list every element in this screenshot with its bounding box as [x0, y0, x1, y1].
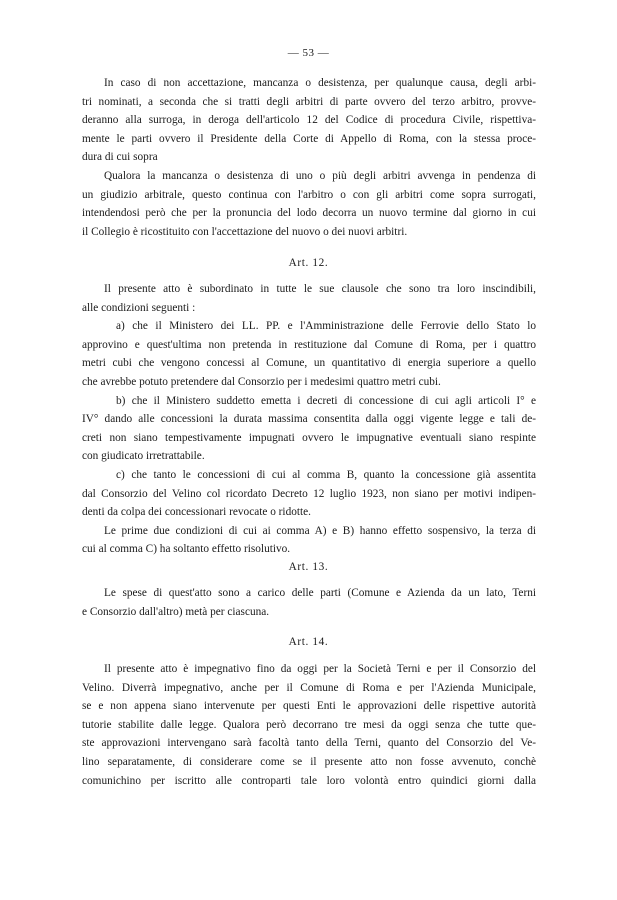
article-14-heading: Art. 14. [288, 636, 329, 648]
text-line: dura di cui sopra [82, 151, 158, 164]
text-line: approvino e quest'ultima non pretenda in restituzione dal Comune di Roma, per i quattro [82, 338, 536, 351]
article-13-body [82, 584, 536, 621]
text-line: Il presente atto è impegnativo fino da oggi per la Società Terni e per il Consorzio del [104, 663, 536, 675]
text-line: alle condizioni seguenti : [82, 301, 196, 314]
article-12-body [82, 280, 536, 559]
text-line: cui al comma C) ha soltanto effetto risolutivo. [82, 543, 291, 556]
text-line: In caso di non accettazione, mancanza o desistenza, per qualunque causa, degli arbi- [104, 77, 536, 89]
text-line: Le spese di quest'atto sono a carico delle parti (Comune e Azienda da un lato, Terni [104, 587, 536, 599]
text-line: mente le parti ovvero il Presidente della Corte di Appello di Roma, con la stessa proce- [82, 132, 536, 145]
article-13-heading: Art. 13. [288, 561, 329, 573]
text-line: un giudizio arbitrale, questo continua con l'arbitro o con gli arbitri come sopra surrogati, [82, 188, 536, 201]
text-line: lino separatamente, di considerare come se il presente atto non fosse avvenuto, conchè [82, 755, 536, 768]
text-line: metri cubi che vengono concessi al Comune, un quantitativo di energia superiore a quello [82, 357, 536, 370]
article-14-body [82, 660, 536, 790]
text-line: deranno alla surroga, in deroga dell'articolo 12 del Codice di procedura Civile, rispettiva- [82, 114, 536, 127]
text-line: tri nominati, a seconda che si tratti degli arbitri di parte ovvero del terzo arbitro, provve- [82, 95, 536, 108]
text-line: dal Consorzio del Velino col ricordato Decreto 12 luglio 1923, non siano per motivi indipen- [82, 487, 536, 500]
text-line: a) che il Ministero dei LL. PP. e l'Amministrazione delle Ferrovie dello Stato lo [116, 320, 536, 333]
text-line: denti da colpa dei concessionari revocate o ridotte. [82, 506, 311, 519]
text-line: e Consorzio dall'altro) metà per ciascuna. [82, 605, 270, 618]
text-line: Il presente atto è subordinato in tutte le sue clausole che sono tra loro inscindibili, [104, 283, 536, 295]
article-12-heading: Art. 12. [288, 257, 329, 269]
text-line: ste approvazioni intervengano sarà facoltà tanto della Terni, quanto del Consorzio del Ve- [82, 737, 536, 750]
text-line: Qualora la mancanza o desistenza di uno o più degli arbitri avvenga in pendenza di [104, 170, 536, 182]
text-line: con giudicato irretrattabile. [82, 450, 205, 463]
text-line: IV° dando alle concessioni la durata massima consentita dalla oggi vigente legge e tali de- [82, 413, 536, 426]
text-line: c) che tanto le concessioni di cui al comma B, quanto la concessione già assentita [116, 468, 536, 481]
text-line: b) che il Ministero suddetto emetta i decreti di concessione di cui agli articoli I° e [116, 394, 536, 407]
text-line: tutorie stabilite dalle legge. Qualora però decorrano tre mesi da oggi senza che tutte que- [82, 718, 536, 731]
text-line: che avrebbe potuto pretendere dal Consorzio per i medesimi quattro metri cubi. [82, 375, 441, 388]
text-line: Le prime due condizioni di cui ai comma A) e B) hanno effetto sospensivo, la terza di [104, 524, 536, 537]
paragraph-pending-arbitration [82, 167, 536, 241]
text-line: se e non appena siano intervenute per questi Enti le approvazioni delle rispettive autorità [82, 700, 536, 713]
page-number: — 53 — [287, 47, 330, 59]
text-line: creti non siano tempestivamente impugnati ovvero le impugnative eventuali siano respinte [82, 431, 536, 444]
paragraph-substitution [82, 74, 536, 167]
text-line: il Collegio è ricostituito con l'accettazione del nuovo o dei nuovi arbitri. [82, 225, 408, 238]
text-line: Velino. Diverrà impegnativo, anche per il Comune di Roma e per l'Azienda Municipale, [82, 681, 536, 694]
text-line: comunichino per iscritto alle controparti tale loro volontà entro quindici giorni dalla [82, 774, 536, 787]
text-line: intendendosi però che per la pronuncia del lodo decorra un nuovo termine dal giorno in cui [82, 207, 536, 220]
